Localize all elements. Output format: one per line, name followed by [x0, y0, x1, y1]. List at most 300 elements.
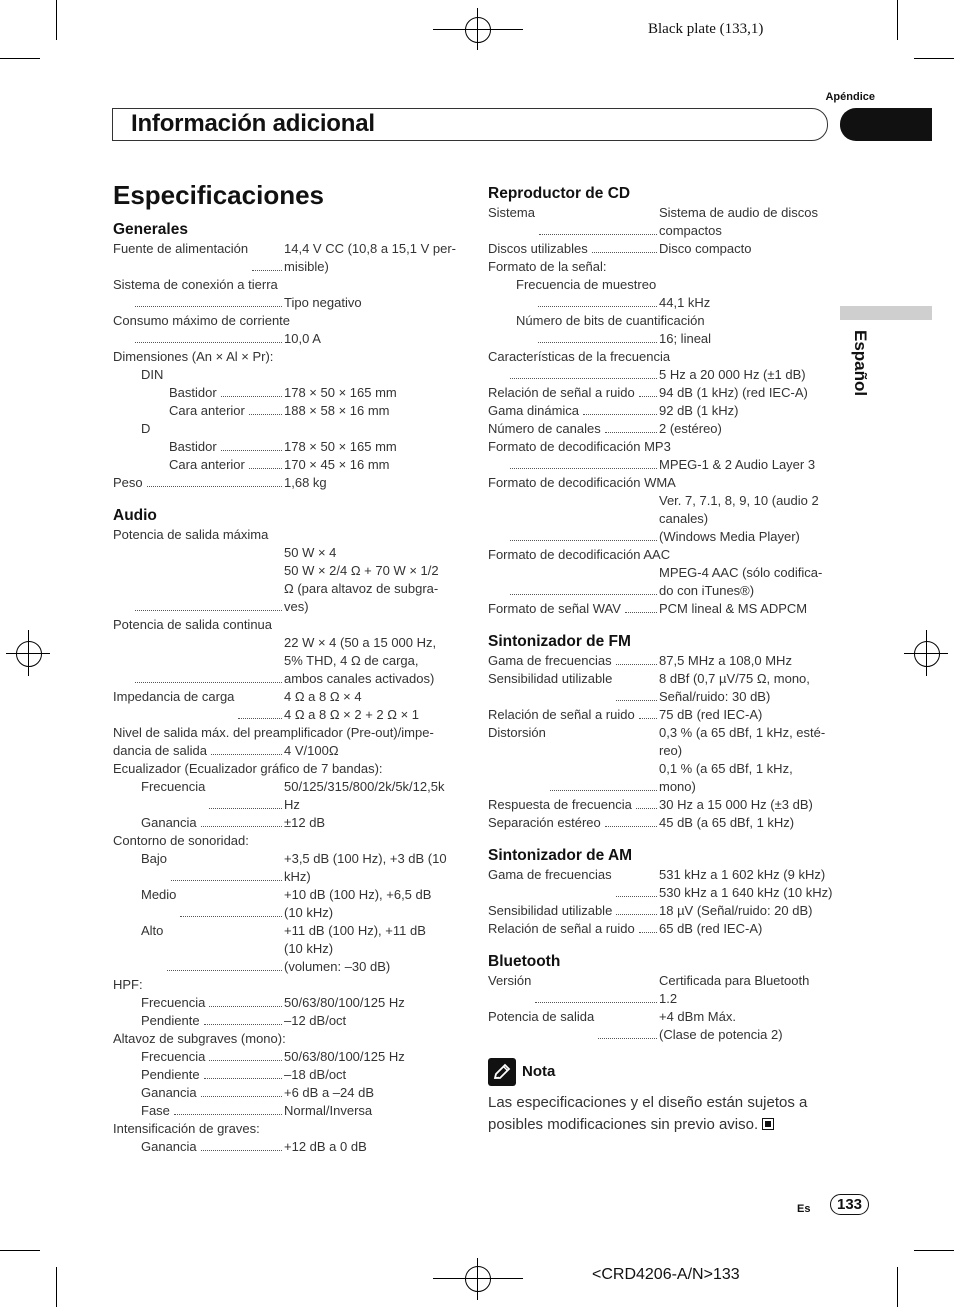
- spec-label: Nivel de salida máx. del preamplificador (Pre-out)/impe-: [113, 725, 434, 740]
- dot-leader: [252, 270, 282, 271]
- dot-leader: [201, 1150, 282, 1151]
- spec-key: [488, 456, 659, 474]
- spec-key-text: Sensibilidad utilizable: [488, 671, 613, 686]
- spec-key: [113, 330, 284, 348]
- section-heading: Bluetooth: [488, 953, 561, 970]
- spec-label: Altavoz de subgraves (mono):: [113, 1031, 286, 1046]
- spec-row: [488, 920, 833, 938]
- spec-row: [488, 348, 833, 366]
- spec-row: [488, 438, 833, 456]
- spec-key-text: Pendiente: [141, 1013, 200, 1028]
- dot-leader: [616, 700, 657, 701]
- spec-row: [113, 330, 458, 348]
- spec-key: [488, 564, 659, 600]
- registration-mark: [914, 641, 940, 667]
- spec-value: Sistema de audio de discos compactos: [659, 205, 818, 238]
- spec-label: Formato de decodificación WMA: [488, 475, 676, 490]
- spec-row: [113, 456, 458, 474]
- spec-value: 2 (estéreo): [659, 421, 722, 436]
- spec-row: [488, 402, 833, 420]
- spec-row: [488, 902, 833, 920]
- spec-key: [113, 1084, 284, 1102]
- spec-key-text: Versión: [488, 973, 532, 988]
- dot-leader: [135, 610, 282, 611]
- spec-row: [113, 294, 458, 312]
- header-title: Información adicional: [131, 110, 375, 137]
- spec-value: 92 dB (1 kHz): [659, 403, 739, 418]
- spec-key-text: dancia de salida: [113, 743, 207, 758]
- dot-leader: [135, 682, 282, 683]
- spec-value: Certificada para Bluetooth 1.2: [659, 973, 810, 1006]
- spec-label: Formato de la señal:: [488, 259, 607, 274]
- spec-value: PCM lineal & MS ADPCM: [659, 601, 808, 616]
- spec-label: D: [141, 421, 151, 436]
- spec-row: [488, 724, 833, 796]
- spec-row: [113, 760, 458, 778]
- spec-key-text: Respuesta de frecuencia: [488, 797, 632, 812]
- spec-key-text: Ganancia: [141, 1085, 197, 1100]
- spec-value: 5 Hz a 20 000 Hz (±1 dB): [659, 367, 806, 382]
- spec-value: +6 dB a –24 dB: [284, 1085, 374, 1100]
- spec-value: +11 dB (100 Hz), +11 dB (10 kHz) (volumen: –30 dB): [284, 923, 426, 974]
- spec-row: [113, 366, 458, 384]
- spec-row: [113, 474, 458, 492]
- right-column: [488, 184, 833, 1136]
- end-mark-icon: [762, 1118, 774, 1130]
- spec-key: [488, 652, 659, 670]
- dot-leader: [510, 468, 657, 469]
- spec-value: Normal/Inversa: [284, 1103, 373, 1118]
- spec-row: [113, 922, 458, 976]
- spec-row: [488, 866, 833, 902]
- spec-value: 18 µV (Señal/ruido: 20 dB): [659, 903, 813, 918]
- spec-key: [488, 384, 659, 402]
- section-heading: Audio: [113, 507, 157, 524]
- crop-mark: [914, 1250, 954, 1251]
- spec-key: [488, 920, 659, 938]
- spec-row: [113, 420, 458, 438]
- spec-value: 16; lineal: [659, 331, 712, 346]
- section-label: Apéndice: [825, 91, 875, 103]
- spec-key-text: Gama de frecuencias: [488, 867, 612, 882]
- spec-key-text: Medio: [141, 887, 177, 902]
- spec-value: 50 W × 4 50 W × 2/4 Ω + 70 W × 1/2 Ω (para altavoz de subgra- ves): [284, 545, 439, 614]
- spec-label: HPF:: [113, 977, 143, 992]
- spec-value: +12 dB a 0 dB: [284, 1139, 367, 1154]
- section-heading: Sintonizador de AM: [488, 847, 633, 864]
- spec-key-text: Cara anterior: [169, 403, 245, 418]
- spec-key-text: Ganancia: [141, 815, 197, 830]
- spec-value: 87,5 MHz a 108,0 MHz: [659, 653, 792, 668]
- spec-value: 50/63/80/100/125 Hz: [284, 995, 405, 1010]
- model-code: <CRD4206-A/N>133: [592, 1266, 740, 1283]
- spec-label: Sistema de conexión a tierra: [113, 277, 278, 292]
- spec-value: 8 dBf (0,7 µV/75 Ω, mono, Señal/ruido: 30 dB): [659, 671, 810, 704]
- spec-row: [488, 312, 833, 330]
- spec-key-text: Relación de señal a ruido: [488, 707, 635, 722]
- registration-mark: [465, 17, 491, 43]
- spec-value: Tipo negativo: [284, 295, 362, 310]
- spec-label: Intensificación de graves:: [113, 1121, 260, 1136]
- page-title: Especificaciones: [113, 180, 324, 210]
- spec-key-text: Frecuencia: [141, 995, 206, 1010]
- spec-key: [113, 778, 284, 814]
- note-header: [488, 1058, 833, 1086]
- spec-value: 75 dB (red IEC-A): [659, 707, 763, 722]
- dot-leader: [249, 414, 282, 415]
- spec-value: 1,68 kg: [284, 475, 327, 490]
- spec-key-text: Cara anterior: [169, 457, 245, 472]
- spec-value: 50/125/315/800/2k/5k/12,5k Hz: [284, 779, 445, 812]
- note-title: Nota: [522, 1063, 556, 1080]
- spec-value: +10 dB (100 Hz), +6,5 dB (10 kHz): [284, 887, 432, 920]
- spec-row: [488, 652, 833, 670]
- spec-value: Disco compacto: [659, 241, 752, 256]
- spec-key-text: Separación estéreo: [488, 815, 601, 830]
- spec-key: [113, 1138, 284, 1156]
- spec-row: [113, 1138, 458, 1156]
- dot-leader: [535, 1002, 657, 1003]
- spec-row: [113, 850, 458, 886]
- spec-value: +4 dBm Máx. (Clase de potencia 2): [659, 1009, 783, 1042]
- registration-mark: [465, 1266, 491, 1292]
- spec-key-text: Relación de señal a ruido: [488, 921, 635, 936]
- spec-row: [113, 1066, 458, 1084]
- spec-key: [113, 1048, 284, 1066]
- spec-key-text: Frecuencia: [141, 1049, 206, 1064]
- spec-label: Dimensiones (An × Al × Pr):: [113, 349, 274, 364]
- spec-key: [113, 994, 284, 1012]
- spec-key: [113, 634, 284, 688]
- spec-value: 14,4 V CC (10,8 a 15,1 V per- misible): [284, 241, 456, 274]
- spec-key-text: Alto: [141, 923, 164, 938]
- spec-value: 10,0 A: [284, 331, 321, 346]
- spec-key: [113, 474, 284, 492]
- spec-key-text: Sensibilidad utilizable: [488, 903, 613, 918]
- spec-key: [113, 814, 284, 832]
- crop-mark: [897, 1267, 898, 1307]
- spec-value: 531 kHz a 1 602 kHz (9 kHz) 530 kHz a 1 640 kHz (10 kHz): [659, 867, 833, 900]
- spec-value: +3,5 dB (100 Hz), +3 dB (10 kHz): [284, 851, 447, 884]
- crop-mark: [897, 0, 898, 40]
- spec-row: [113, 976, 458, 994]
- spec-row: [488, 330, 833, 348]
- header-tab: [840, 108, 932, 141]
- spec-key: [488, 670, 659, 706]
- dot-leader: [639, 718, 657, 719]
- registration-mark: [16, 641, 42, 667]
- spec-value: 0,3 % (a 65 dBf, 1 kHz, esté- reo) 0,1 % (a 65 dBf, 1 kHz, mono): [659, 725, 826, 794]
- spec-label: Potencia de salida continua: [113, 617, 273, 632]
- crop-mark: [0, 1250, 40, 1251]
- dot-leader: [639, 396, 657, 397]
- spec-key-text: Potencia de salida: [488, 1009, 595, 1024]
- spec-key-text: Bastidor: [169, 385, 217, 400]
- spec-key: [488, 1008, 659, 1044]
- spec-key: [488, 972, 659, 1008]
- dot-leader: [636, 808, 657, 809]
- spec-row: [488, 814, 833, 832]
- spec-row: [113, 240, 458, 276]
- dot-leader: [605, 826, 657, 827]
- spec-row: [113, 312, 458, 330]
- crop-mark: [56, 0, 57, 40]
- pencil-note-icon: [488, 1058, 516, 1086]
- spec-row: [113, 1030, 458, 1048]
- spec-key-text: Distorsión: [488, 725, 546, 740]
- spec-row: [488, 240, 833, 258]
- spec-key-text: Pendiente: [141, 1067, 200, 1082]
- spec-key-text: Discos utilizables: [488, 241, 588, 256]
- spec-key: [488, 902, 659, 920]
- spec-value: 94 dB (1 kHz) (red IEC-A): [659, 385, 808, 400]
- spec-key: [113, 850, 284, 886]
- spec-row: [113, 1048, 458, 1066]
- spec-key: [113, 240, 284, 276]
- dot-leader: [550, 790, 657, 791]
- spec-row: [488, 670, 833, 706]
- dot-leader: [221, 396, 282, 397]
- spec-key: [488, 330, 659, 348]
- crop-mark: [56, 1267, 57, 1307]
- spec-value: 170 × 45 × 16 mm: [284, 457, 390, 472]
- note-text: [488, 1092, 833, 1136]
- spec-row: [113, 688, 458, 724]
- spec-key-text: Gama dinámica: [488, 403, 580, 418]
- dot-leader: [204, 1078, 282, 1079]
- spec-row: [113, 384, 458, 402]
- section-heading: Sintonizador de FM: [488, 633, 631, 650]
- dot-leader: [209, 808, 282, 809]
- dot-leader: [209, 1060, 282, 1061]
- spec-row: [488, 796, 833, 814]
- spec-row: [488, 492, 833, 546]
- spec-row: [488, 706, 833, 724]
- dot-leader: [605, 432, 657, 433]
- spec-key: [488, 204, 659, 240]
- spec-row: [488, 420, 833, 438]
- dot-leader: [639, 932, 657, 933]
- spec-row: [488, 456, 833, 474]
- spec-label: Frecuencia de muestreo: [516, 277, 657, 292]
- dot-leader: [583, 414, 657, 415]
- spec-key: [113, 544, 284, 616]
- dot-leader: [238, 718, 282, 719]
- note-body: Las especificaciones y el diseño están sujetos a posibles modificaciones sin previo aviso.: [488, 1094, 808, 1133]
- page-number: 133: [830, 1194, 869, 1215]
- spec-key: [488, 866, 659, 902]
- crop-mark: [0, 58, 40, 59]
- spec-value: –12 dB/oct: [284, 1013, 347, 1028]
- spec-key: [488, 706, 659, 724]
- spec-value: 188 × 58 × 16 mm: [284, 403, 390, 418]
- dot-leader: [598, 1038, 657, 1039]
- spec-key: [113, 438, 284, 456]
- spec-key: [113, 1066, 284, 1084]
- spec-row: [113, 634, 458, 688]
- spec-key: [488, 402, 659, 420]
- section-heading: Generales: [113, 221, 188, 238]
- dot-leader: [204, 1024, 282, 1025]
- spec-key: [488, 294, 659, 312]
- spec-value: 44,1 kHz: [659, 295, 711, 310]
- dot-leader: [135, 342, 282, 343]
- spec-row: [113, 742, 458, 760]
- spec-value: Ver. 7, 7.1, 8, 9, 10 (audio 2 canales) (Windows Media Player): [659, 493, 819, 544]
- spec-key-text: Fase: [141, 1103, 170, 1118]
- spec-row: [488, 276, 833, 294]
- side-language-label: Español: [851, 330, 870, 397]
- spec-key-text: Fuente de alimentación: [113, 241, 249, 256]
- spec-key-text: Bastidor: [169, 439, 217, 454]
- spec-row: [113, 886, 458, 922]
- spec-row: [113, 616, 458, 634]
- spec-key: [113, 384, 284, 402]
- spec-row: [488, 564, 833, 600]
- dot-leader: [180, 916, 282, 917]
- spec-row: [113, 778, 458, 814]
- side-language-tab: [846, 330, 876, 404]
- dot-leader: [174, 1114, 282, 1115]
- spec-key: [488, 492, 659, 546]
- spec-row: [113, 348, 458, 366]
- spec-row: [113, 1012, 458, 1030]
- dot-leader: [592, 252, 657, 253]
- page-language: Es: [797, 1203, 811, 1215]
- spec-row: [488, 384, 833, 402]
- spec-row: [113, 438, 458, 456]
- spec-label: Ecualizador (Ecualizador gráfico de 7 bandas):: [113, 761, 383, 776]
- spec-label: Características de la frecuencia: [488, 349, 671, 364]
- spec-key-text: Impedancia de carga: [113, 689, 235, 704]
- dot-leader: [510, 378, 657, 379]
- spec-value: ±12 dB: [284, 815, 326, 830]
- dot-leader: [625, 612, 657, 613]
- spec-key-text: Formato de señal WAV: [488, 601, 621, 616]
- spec-row: [113, 724, 458, 742]
- spec-row: [488, 204, 833, 240]
- spec-row: [113, 544, 458, 616]
- spec-key-text: Sistema: [488, 205, 535, 220]
- spec-key-text: Gama de frecuencias: [488, 653, 612, 668]
- side-tab-strip: [840, 306, 932, 320]
- spec-row: [488, 546, 833, 564]
- dot-leader: [209, 1006, 282, 1007]
- spec-value: 4 V/100Ω: [284, 743, 339, 758]
- spec-row: [488, 474, 833, 492]
- spec-value: 4 Ω a 8 Ω × 4 4 Ω a 8 Ω × 2 + 2 Ω × 1: [284, 689, 420, 722]
- spec-row: [488, 258, 833, 276]
- left-column: [113, 220, 458, 1156]
- dot-leader: [171, 880, 282, 881]
- spec-key: [488, 796, 659, 814]
- spec-row: [113, 526, 458, 544]
- spec-key: [488, 420, 659, 438]
- spec-key: [113, 742, 284, 760]
- dot-leader: [201, 1096, 282, 1097]
- dot-leader: [538, 306, 657, 307]
- spec-key: [113, 456, 284, 474]
- spec-row: [113, 276, 458, 294]
- spec-value: 178 × 50 × 165 mm: [284, 439, 397, 454]
- spec-row: [488, 294, 833, 312]
- spec-row: [113, 814, 458, 832]
- dot-leader: [249, 468, 282, 469]
- spec-key: [113, 886, 284, 922]
- spec-key: [113, 402, 284, 420]
- spec-row: [113, 1102, 458, 1120]
- spec-label: Formato de decodificación AAC: [488, 547, 671, 562]
- spec-key: [488, 600, 659, 618]
- spec-key-text: Peso: [113, 475, 143, 490]
- dot-leader: [221, 450, 282, 451]
- dot-leader: [211, 754, 282, 755]
- crop-mark: [914, 58, 954, 59]
- spec-key: [113, 294, 284, 312]
- spec-key: [113, 1102, 284, 1120]
- spec-value: MPEG-4 AAC (sólo codifica- do con iTunes®): [659, 565, 823, 598]
- plate-label: Black plate (133,1): [648, 21, 764, 37]
- spec-label: DIN: [141, 367, 164, 382]
- spec-row: [488, 1008, 833, 1044]
- spec-key: [488, 240, 659, 258]
- spec-key: [488, 366, 659, 384]
- spec-row: [488, 366, 833, 384]
- dot-leader: [616, 896, 657, 897]
- spec-label: Potencia de salida máxima: [113, 527, 269, 542]
- spec-label: Consumo máximo de corriente: [113, 313, 291, 328]
- spec-key: [113, 922, 284, 976]
- spec-value: 50/63/80/100/125 Hz: [284, 1049, 405, 1064]
- dot-leader: [538, 342, 657, 343]
- spec-label: Número de bits de cuantificación: [516, 313, 705, 328]
- dot-leader: [616, 664, 657, 665]
- spec-row: [113, 1120, 458, 1138]
- spec-value: 22 W × 4 (50 a 15 000 Hz, 5% THD, 4 Ω de carga, ambos canales activados): [284, 635, 437, 686]
- dot-leader: [510, 594, 657, 595]
- spec-value: 45 dB (a 65 dBf, 1 kHz): [659, 815, 795, 830]
- dot-leader: [167, 970, 282, 971]
- spec-value: –18 dB/oct: [284, 1067, 347, 1082]
- dot-leader: [135, 306, 282, 307]
- spec-row: [113, 994, 458, 1012]
- dot-leader: [201, 826, 282, 827]
- spec-key-text: Relación de señal a ruido: [488, 385, 635, 400]
- section-heading: Reproductor de CD: [488, 185, 631, 202]
- spec-row: [113, 1084, 458, 1102]
- spec-value: 65 dB (red IEC-A): [659, 921, 763, 936]
- dot-leader: [510, 540, 657, 541]
- spec-value: 178 × 50 × 165 mm: [284, 385, 397, 400]
- spec-key-text: Bajo: [141, 851, 168, 866]
- dot-leader: [147, 486, 282, 487]
- spec-key: [488, 814, 659, 832]
- spec-key: [113, 688, 284, 724]
- spec-key: [488, 724, 659, 796]
- spec-row: [488, 600, 833, 618]
- spec-key: [113, 1012, 284, 1030]
- dot-leader: [539, 234, 657, 235]
- spec-key-text: Número de canales: [488, 421, 601, 436]
- spec-row: [488, 972, 833, 1008]
- spec-value: MPEG-1 & 2 Audio Layer 3: [659, 457, 816, 472]
- spec-key-text: Ganancia: [141, 1139, 197, 1154]
- spec-row: [113, 402, 458, 420]
- spec-label: Contorno de sonoridad:: [113, 833, 249, 848]
- spec-key-text: Frecuencia: [141, 779, 206, 794]
- spec-label: Formato de decodificación MP3: [488, 439, 671, 454]
- spec-row: [113, 832, 458, 850]
